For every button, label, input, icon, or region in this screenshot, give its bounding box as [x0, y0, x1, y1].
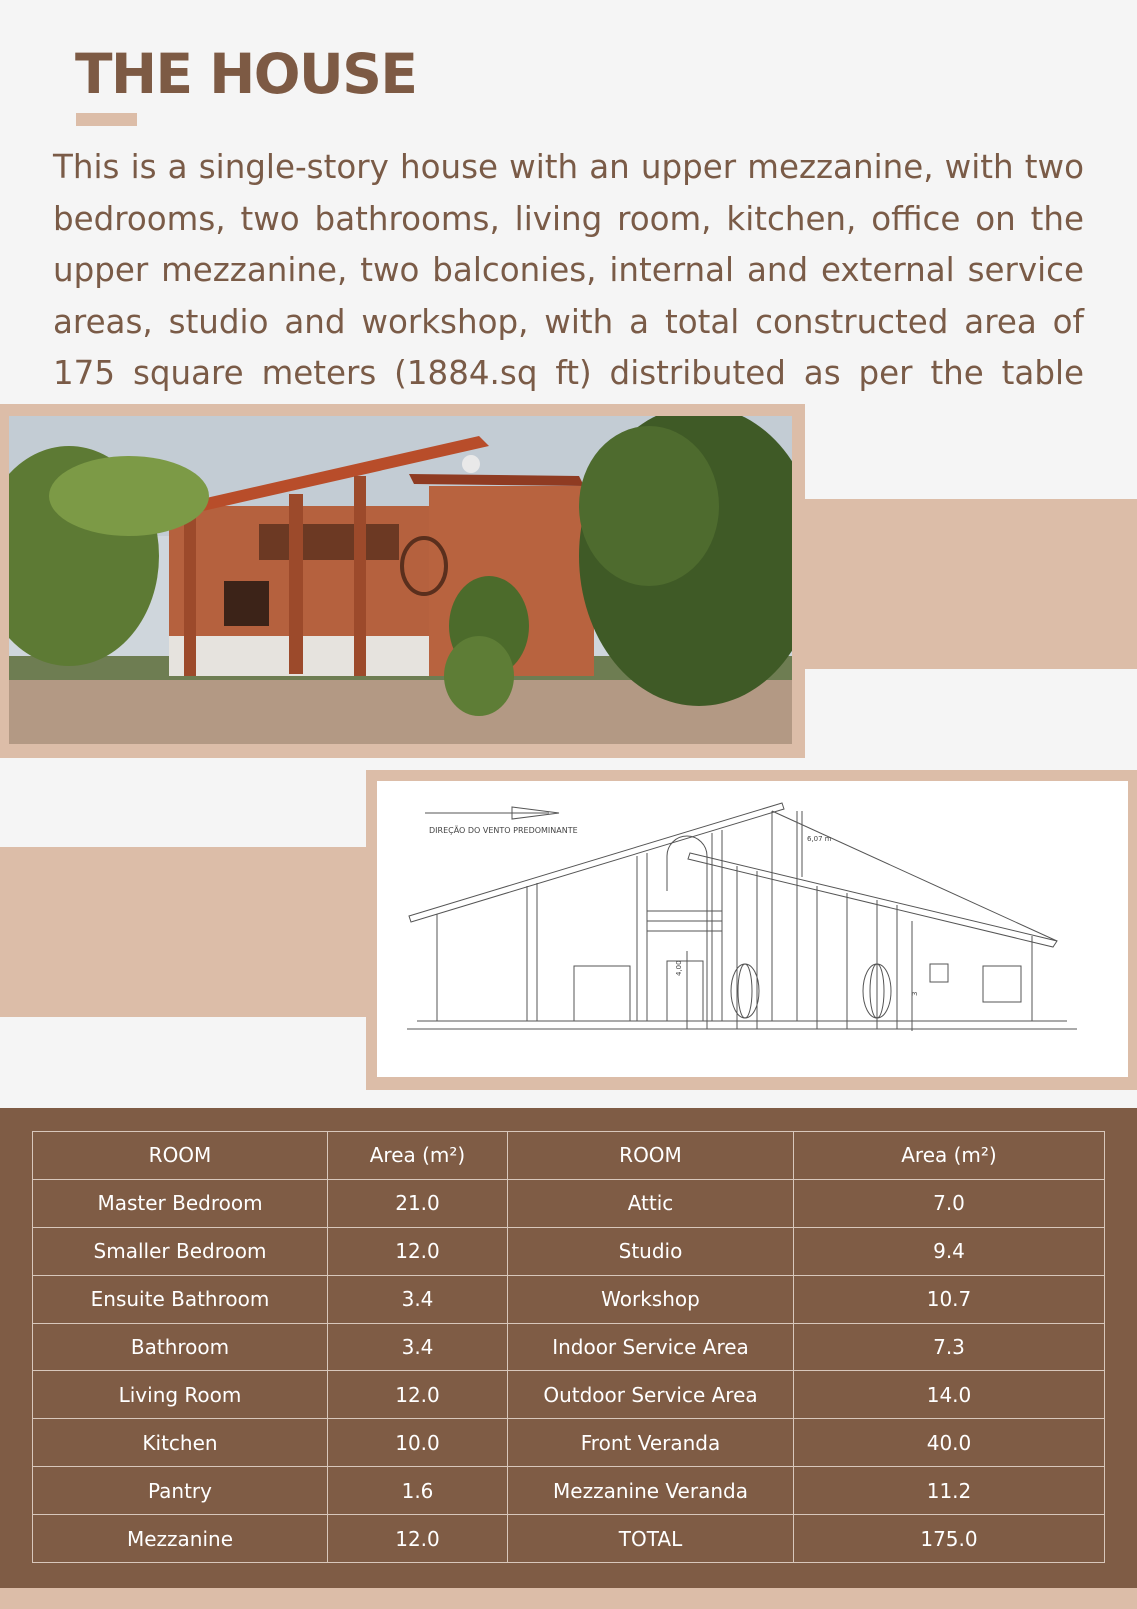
dimension-label-b: 3	[911, 991, 919, 996]
room-cell: Workshop	[508, 1275, 794, 1323]
area-cell: 10.0	[328, 1419, 508, 1467]
room-cell: Attic	[508, 1179, 794, 1227]
room-cell: Pantry	[33, 1467, 328, 1515]
decorative-band-right	[805, 499, 1137, 669]
height-dimension-label: 6,07 m	[807, 835, 832, 843]
area-cell: 3.4	[328, 1275, 508, 1323]
table-row	[33, 1467, 1105, 1515]
dimension-label-a: 4,00	[675, 960, 683, 976]
area-cell: 10.7	[794, 1275, 1105, 1323]
table-row-total	[33, 1515, 1105, 1563]
area-cell: 40.0	[794, 1419, 1105, 1467]
total-label-cell: TOTAL	[508, 1515, 794, 1563]
table-header-row	[33, 1132, 1105, 1180]
column-header-room: ROOM	[508, 1132, 794, 1180]
area-cell: 1.6	[328, 1467, 508, 1515]
table-row	[33, 1371, 1105, 1419]
room-cell: Indoor Service Area	[508, 1323, 794, 1371]
intro-paragraph: This is a single-story house with an upper mezzanine, with two bedrooms, two bathrooms, living room, kitchen, office on the upper mezzanine, two balconies, internal and external service areas, studio and workshop, with a total constructed area of 175 square meters (1884.sq ft) distributed as per the table	[53, 148, 1084, 392]
room-cell: Kitchen	[33, 1419, 328, 1467]
area-cell: 21.0	[328, 1179, 508, 1227]
room-cell: Mezzanine Veranda	[508, 1467, 794, 1515]
table-row	[33, 1275, 1105, 1323]
area-cell: 14.0	[794, 1371, 1105, 1419]
page-title: THE HOUSE	[75, 42, 417, 106]
title-underline-bar	[76, 113, 137, 126]
house-photo	[9, 416, 792, 744]
bottom-decorative-strip	[0, 1588, 1137, 1609]
column-header-area: Area (m²)	[794, 1132, 1105, 1180]
table-row	[33, 1227, 1105, 1275]
room-cell: Front Veranda	[508, 1419, 794, 1467]
table-row	[33, 1323, 1105, 1371]
column-header-room: ROOM	[33, 1132, 328, 1180]
area-cell: 3.4	[328, 1323, 508, 1371]
table-row	[33, 1419, 1105, 1467]
decorative-band-left	[0, 847, 366, 1017]
area-cell: 12.0	[328, 1515, 508, 1563]
room-cell: Living Room	[33, 1371, 328, 1419]
room-cell: Smaller Bedroom	[33, 1227, 328, 1275]
room-cell: Bathroom	[33, 1323, 328, 1371]
area-cell: 7.0	[794, 1179, 1105, 1227]
wind-direction-label: DIREÇÃO DO VENTO PREDOMINANTE	[429, 826, 578, 835]
total-area-cell: 175.0	[794, 1515, 1105, 1563]
area-cell: 12.0	[328, 1227, 508, 1275]
area-cell: 11.2	[794, 1467, 1105, 1515]
column-header-area: Area (m²)	[328, 1132, 508, 1180]
area-cell: 7.3	[794, 1323, 1105, 1371]
area-cell: 9.4	[794, 1227, 1105, 1275]
room-cell: Outdoor Service Area	[508, 1371, 794, 1419]
room-cell: Ensuite Bathroom	[33, 1275, 328, 1323]
room-cell: Master Bedroom	[33, 1179, 328, 1227]
elevation-drawing	[377, 781, 1128, 1077]
room-cell: Mezzanine	[33, 1515, 328, 1563]
table-row	[33, 1179, 1105, 1227]
area-cell: 12.0	[328, 1371, 508, 1419]
area-table	[32, 1131, 1105, 1563]
room-cell: Studio	[508, 1227, 794, 1275]
